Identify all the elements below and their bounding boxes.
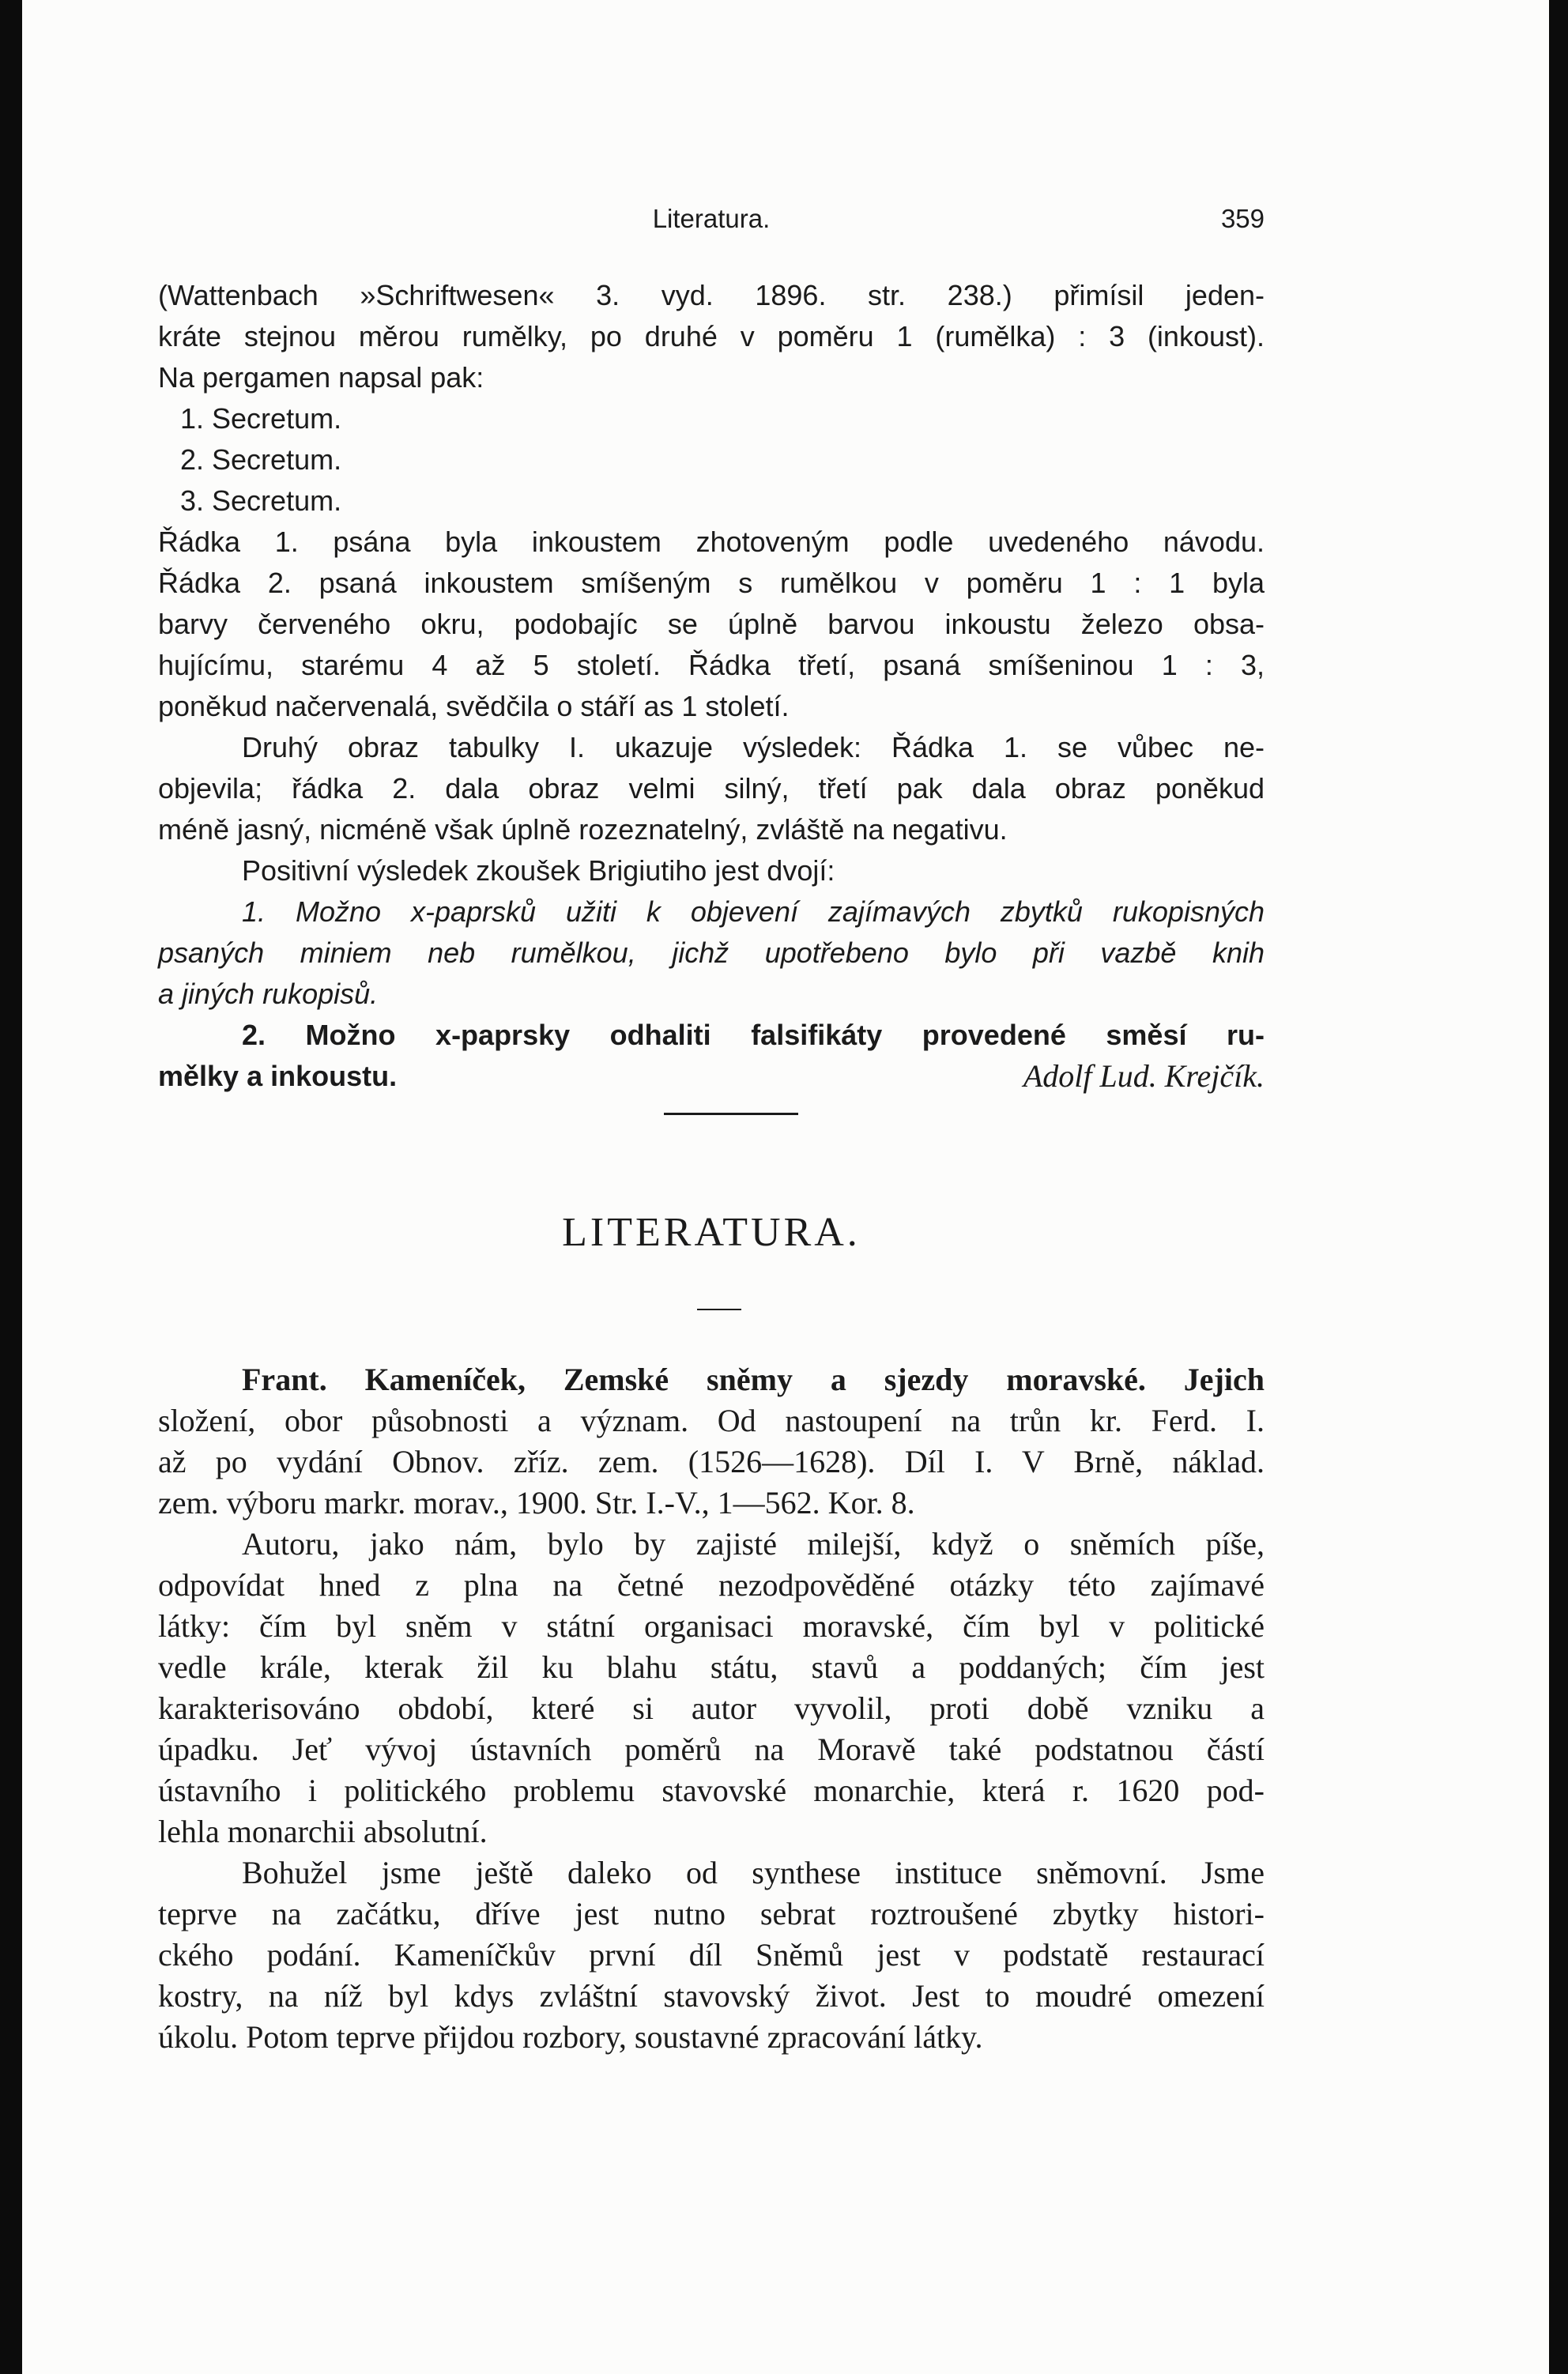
text-line: hujícímu, starému 4 až 5 století. Řádka třetí, psaná smíšeninou 1 : 3,	[158, 649, 1265, 681]
text-line: Na pergamen napsal pak:	[158, 361, 484, 394]
text-line: a jiných rukopisů.	[158, 978, 379, 1010]
text-line: karakterisováno období, které si autor vyvolil, proti době vzniku a	[158, 1690, 1265, 1726]
page-number: 359	[1220, 204, 1265, 233]
scan-border-left	[0, 0, 22, 2374]
review-paragraph-2	[158, 1852, 1265, 2058]
separator-rule	[664, 1113, 798, 1115]
text-line: méně jasný, nicméně však úplně rozeznatelný, zvláště na negativu.	[158, 813, 1008, 846]
text-line	[158, 1359, 1265, 1400]
text-line: vedle krále, kterak žil ku blahu státu, stavů a poddaných; čím jest	[158, 1649, 1265, 1685]
article-paragraph-2	[158, 522, 1265, 727]
text-line	[158, 1056, 1265, 1097]
list-item: 3. Secretum.	[180, 484, 342, 517]
text-line: (Wattenbach »Schriftwesen« 3. vyd. 1896. str. 238.) přimísil jeden-	[158, 279, 1265, 311]
text-line: teprve na začátku, dříve jest nutno sebrat roztroušené zbytky histori-	[158, 1896, 1265, 1931]
text-line: kostry, na níž byl kdys zvláštní stavovský život. Jest to moudré omezení	[158, 1978, 1265, 2014]
text-line: psaných miniem neb rumělkou, jichž upotřebeno bylo při vazbě knih	[158, 936, 1265, 969]
text-line: 2. Možno x-paprsky odhaliti falsifikáty provedené směsí ru-	[242, 1019, 1265, 1051]
book-page	[22, 0, 1549, 2374]
citation-title: Frant. Kameníček, Zemské sněmy a sjezdy moravské. Jejich	[242, 1362, 1265, 1397]
text-line: zem. výboru markr. morav., 1900. Str. I.-V., 1—562. Kor. 8.	[158, 1485, 915, 1520]
secretum-list	[158, 398, 1287, 522]
article-paragraph-4	[158, 850, 1265, 891]
running-head	[158, 204, 1265, 243]
list-item: 1. Secretum.	[180, 402, 342, 435]
text-line: kráte stejnou měrou rumělky, po druhé v poměru 1 (rumělka) : 3 (inkoust).	[158, 320, 1265, 352]
text-line: Řádka 2. psaná inkoustem smíšeným s rumělkou v poměru 1 : 1 byla	[158, 567, 1265, 599]
text-line: Autoru, jako nám, bylo by zajisté milejší, když o sněmích píše,	[242, 1526, 1265, 1562]
running-title: Literatura.	[652, 204, 771, 233]
conclusion-1	[158, 891, 1265, 1015]
text-line: ústavního i politického problemu stavovské monarchie, která r. 1620 pod-	[158, 1773, 1265, 1808]
text-line: Řádka 1. psána byla inkoustem zhotoveným podle uvedeného návodu.	[158, 526, 1265, 558]
section-heading: LITERATURA.	[562, 1210, 861, 1255]
text-line: 1. Možno x-paprsků užiti k objevení zajímavých zbytků rukopisných	[242, 895, 1265, 928]
text-line: poněkud načervenalá, svědčila o stáří as 1 století.	[158, 690, 790, 722]
text-line: látky: čím byl sněm v státní organisaci moravské, čím byl v politické	[158, 1608, 1265, 1644]
text-line-end: mělky a inkoustu.	[158, 1060, 398, 1092]
text-line: složení, obor působnosti a význam. Od nastoupení na trůn kr. Ferd. I.	[158, 1403, 1265, 1438]
list-item: 2. Secretum.	[180, 443, 342, 476]
article-paragraph-1	[158, 275, 1265, 398]
text-line: objevila; řádka 2. dala obraz velmi silný, třetí pak dala obraz poněkud	[158, 772, 1265, 805]
text-line: lehla monarchii absolutní.	[158, 1814, 488, 1849]
text-line: odpovídat hned z plna na četné nezodpověděné otázky této zajímavé	[158, 1567, 1265, 1603]
text-line: Bohužel jsme ještě daleko od synthese instituce sněmovní. Jsme	[242, 1855, 1265, 1890]
text-line: ckého podání. Kameníčkův první díl Sněmů jest v podstatě restaurací	[158, 1937, 1265, 1973]
text-line: Druhý obraz tabulky I. ukazuje výsledek: Řádka 1. se vůbec ne-	[242, 731, 1265, 763]
conclusion-2	[158, 1015, 1265, 1097]
scan-border-right	[1549, 0, 1568, 2374]
text-line: barvy červeného okru, podobajíc se úplně barvou inkoustu železo obsa-	[158, 608, 1265, 640]
heading-rule	[697, 1309, 741, 1310]
text-line: úpadku. Jeť vývoj ústavních poměrů na Moravě také podstatnou částí	[158, 1732, 1265, 1767]
text-line: až po vydání Obnov. zříz. zem. (1526—1628). Díl I. V Brně, náklad.	[158, 1444, 1265, 1479]
author-signature: Adolf Lud. Krejčík.	[1023, 1058, 1265, 1094]
review-paragraph-1	[158, 1524, 1265, 1852]
article-paragraph-3	[158, 727, 1265, 850]
review-citation	[158, 1359, 1265, 1524]
text-line: úkolu. Potom teprve přijdou rozbory, soustavné zpracování látky.	[158, 2019, 983, 2055]
text-line: Positivní výsledek zkoušek Brigiutiho jest dvojí:	[242, 854, 835, 887]
